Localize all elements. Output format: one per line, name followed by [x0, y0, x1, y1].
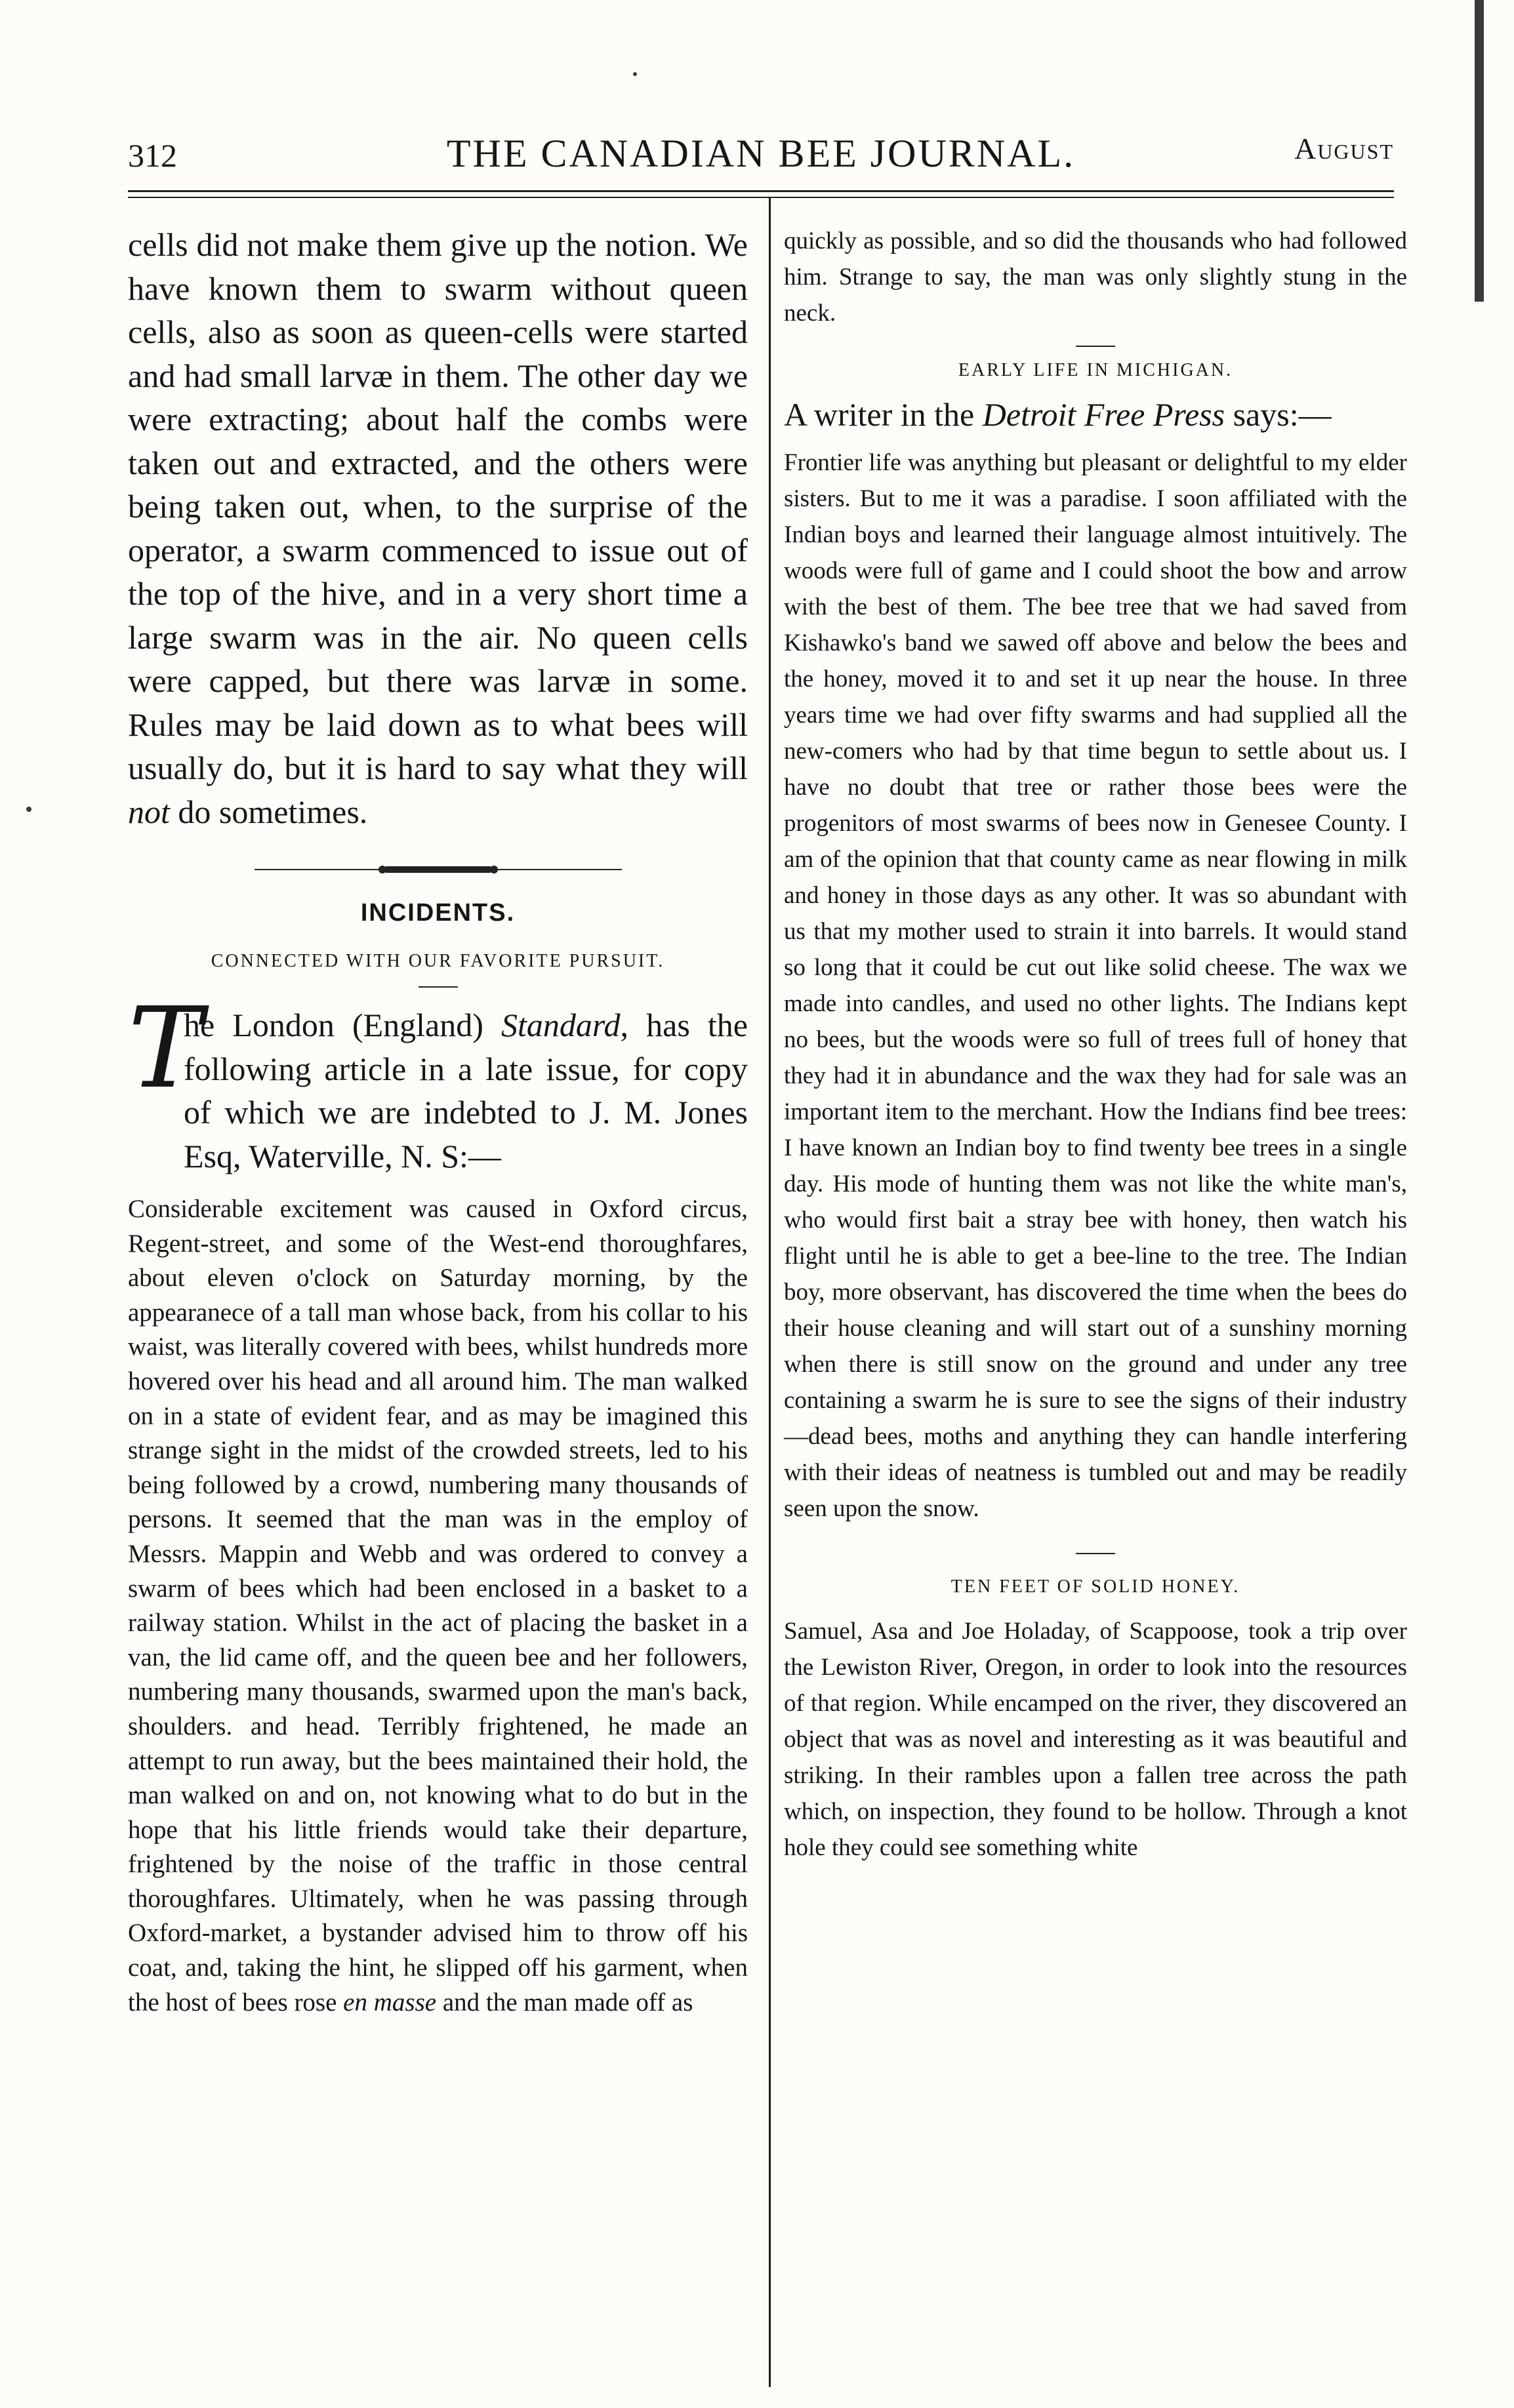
incidents-subheading: CONNECTED WITH OUR FAVORITE PURSUIT.: [211, 951, 665, 971]
scan-speck: [633, 72, 637, 76]
michigan-article: Frontier life was anything but pleasant or delightful to my elder sisters. But to me it was a paradise. I soon affiliated with the Indian boys and learned their language almost intuitively. The woods were full of game and I could shoot the bow and arrow with the best of them. The bee tree that we had saved from Kishawko's band we sawed off above and below the bees and the honey, moved it to and set it up near the house. In three years time we had over fifty swarms and had supplied all the new-comers who had by that time begun to settle about us. I have no doubt that tree or rather those bees were the progenitors of most swarms of bees now in Genesee County. I am of the opinion that that county came as near flowing in milk and honey in those days as any other. It was so abundant with us that my mother used to strain it into barrels. It would stand so long that it could be cut out like solid cheese. The wax we made into candles, and used no other lights. The Indians kept no bees, but the woods were so full of trees full of honey that they had it in abundance and the wax they had for sale was an important item to the merchant. How the Indians find bee trees: I have known an Indian boy to find twenty bee trees in a single day. His mode of hunting them was not like the white man's, who would first bait a stray bee with honey, then watch his flight until he is able to get a bee-line to the tree. The Indian boy, more observant, has discovered the time when the bees do their house cleaning and will start out of a sunshiny morning when there is still snow on the ground and under any tree containing a swarm he is sure to see the signs of their industry—dead bees, moths and anything they can handle interfering with their ideas of neatness is tumbled out and may be readily seen upon the snow.: [784, 449, 1407, 1522]
header-rule: [128, 190, 1394, 192]
issue-month: August: [1294, 132, 1394, 165]
honey-heading: TEN FEET OF SOLID HONEY.: [951, 1576, 1240, 1597]
continued-paragraph: cells did not make them give up the notion. We have known them to swarm without queen cells, also as soon as queen-cells were started and had small larvæ in them. The other day we were extracting; about half the combs were taken out and extracted, and the others were being taken out, when, to the surprise of the operator, a swarm commenced to issue out of the top of the hive, and in a very short time a large swarm was in the air. No queen cells were capped, but there was larvæ in some. Rules may be laid down as to what bees will usually do, but it is hard to say what they will not do sometimes.: [128, 226, 748, 830]
page-number: 312: [128, 137, 177, 174]
ornament-divider: [255, 860, 622, 879]
short-rule: [1076, 1553, 1115, 1554]
scan-speck: [26, 807, 31, 812]
intro-paragraph: T he London (England) Standard, has the following article in a late issue, for copy of which we are indebted to J. M. Jones Esq, Waterville, N. S:—: [128, 984, 748, 1174]
right-column: [784, 223, 1407, 1866]
short-rule: [419, 986, 458, 988]
continued-paragraph-right: quickly as possible, and so did the thousands who had followed him. Strange to say, the man was only slightly stung in the neck.: [784, 228, 1407, 327]
header-rule-double: [128, 197, 1394, 198]
left-column: [128, 223, 748, 2020]
scan-edge-mark: [1475, 0, 1484, 302]
column-divider: [769, 197, 771, 2387]
writer-intro: A writer in the Detroit Free Press says:—: [784, 396, 1332, 433]
honey-article: Samuel, Asa and Joe Holaday, of Scappoose, took a trip over the Lewiston River, Oregon, in order to look into the resources of that region. While encamped on the river, they discovered an object that was as novel and interesting as it was beautiful and striking. In their rambles upon a fallen tree across the path which, on inspection, they found to be hollow. Through a knot hole they could see something white: [784, 1617, 1407, 1861]
michigan-heading: EARLY LIFE IN MICHIGAN.: [958, 360, 1233, 380]
incidents-heading: INCIDENTS.: [360, 899, 516, 927]
article-body: Considerable excitement was caused in Oxford circus, Regent-street, and some of the West-end thoroughfares, about eleven o'clock on Saturday morning, by the appearanece of a tall man whose back, from his collar to his waist, was literally covered with bees, whilst hundreds more hovered over his head and all around him. The man walked on in a state of evident fear, and as may be imagined this strange sight in the midst of the crowded streets, led to his being followed by a crowd, numbering many thousands of persons. It seemed that the man was in the employ of Messrs. Mappin and Webb and was ordered to convey a swarm of bees which had been enclosed in a basket to a railway station. Whilst in the act of placing the basket in a van, the lid came off, and the queen bee and her followers, numbering many thousands, swarmed upon the man's back, shoulders. and head. Terribly frightened, he made an attempt to run away, but the bees maintained their hold, the man walked on and on, not knowing what to do but in the hope that his little friends would take their departure, frightened by the noise of the traffic in those central thoroughfares. Ultimately, when he was passing through Oxford-market, a bystander advised him to throw off his coat, and, taking the hint, he slipped off his garment, when the host of bees rose en masse and the man made off as: [128, 1195, 748, 2017]
drop-cap: T: [128, 984, 203, 1114]
short-rule: [1076, 346, 1115, 347]
page-header: [128, 131, 1394, 190]
journal-title: THE CANADIAN BEE JOURNAL.: [446, 132, 1076, 175]
